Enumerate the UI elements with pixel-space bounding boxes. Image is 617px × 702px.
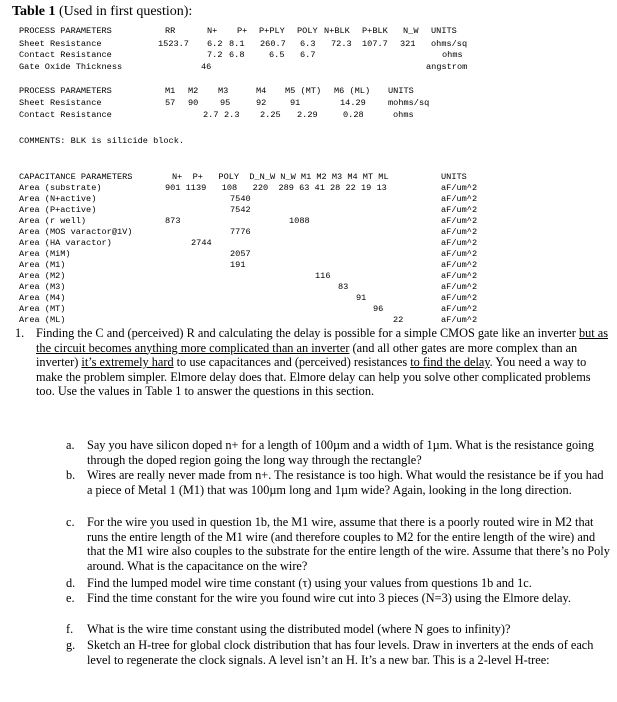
value: 2057	[230, 249, 251, 259]
subquestion-text: What is the wire time constant using the distributed model (where N goes to infinity)?	[87, 622, 511, 636]
row-label: Area (M3)	[19, 282, 66, 292]
subquestion-text: Sketch an H-tree for global clock distribution that has four levels. Draw in inverters at the ends of each level to regenerate the clock signals. A level isn’t an H. It’s a new bar. This is a 2-level H-tree:	[87, 638, 594, 667]
row-label: Gate Oxide Thickness	[19, 62, 123, 72]
value: 1088	[289, 216, 310, 226]
header-pplus-blk: P+BLK	[362, 26, 388, 36]
subquestion-text: Find the lumped model wire time constant (τ) using your values from questions 1b and 1c.	[87, 576, 532, 590]
question-number: 1.	[15, 326, 25, 340]
value: 91	[290, 98, 301, 108]
value: 107.7	[362, 39, 388, 49]
subquestion-label: d.	[66, 576, 76, 590]
value: 46	[201, 62, 212, 72]
value: mohms/sq	[388, 98, 430, 108]
unit: aF/um^2	[441, 183, 478, 193]
subquestion-label: c.	[66, 515, 75, 529]
subquestion-text: Find the time constant for the wire you found wire cut into 3 pieces (N=3) using the Elmore delay.	[87, 591, 571, 605]
header-label: CAPACITANCE PARAMETERS	[19, 172, 133, 182]
value: 72.3	[331, 39, 352, 49]
value: 7.2	[207, 50, 223, 60]
row-label: Area (M4)	[19, 293, 66, 303]
unit: aF/um^2	[441, 194, 478, 204]
row-label: Sheet Resistance	[19, 98, 102, 108]
header-rr: RR	[165, 26, 176, 36]
unit: aF/um^2	[441, 205, 478, 215]
unit: aF/um^2	[441, 260, 478, 270]
header-units: UNITS	[441, 172, 467, 182]
value: 92	[256, 98, 267, 108]
value: ohms/sq	[431, 39, 468, 49]
value: 96	[373, 304, 384, 314]
value: 14.29	[340, 98, 366, 108]
unit: aF/um^2	[441, 238, 478, 248]
value: 6.8	[229, 50, 245, 60]
unit: aF/um^2	[441, 304, 478, 314]
value: 57	[165, 98, 176, 108]
header-units: UNITS	[431, 26, 457, 36]
value: 321	[400, 39, 416, 49]
unit: aF/um^2	[441, 271, 478, 281]
numbers-row: 901 1139 108 220 289 63 41 28 22 19 13	[165, 183, 387, 193]
subquestion-label: b.	[66, 468, 76, 482]
subquestion-label: g.	[66, 638, 76, 652]
header: M2	[188, 86, 199, 96]
value: 2.7	[203, 110, 219, 120]
value: 116	[315, 271, 331, 281]
header-nplus-blk: N+BLK	[324, 26, 350, 36]
value: 1523.7	[158, 39, 189, 49]
value: 260.7	[260, 39, 286, 49]
value: 6.7	[300, 50, 316, 60]
header: UNITS	[388, 86, 414, 96]
row-label: Area (HA varactor)	[19, 238, 112, 248]
value: 191	[230, 260, 246, 270]
subquestion-label: a.	[66, 438, 75, 452]
unit: aF/um^2	[441, 249, 478, 259]
value: 7540	[230, 194, 251, 204]
header-label: PROCESS PARAMETERS	[19, 86, 112, 96]
units: ohms	[442, 50, 463, 60]
row-label: Area (substrate)	[19, 183, 102, 193]
row-label: Area (M2)	[19, 271, 66, 281]
unit: aF/um^2	[441, 315, 478, 325]
subquestion-text: For the wire you used in question 1b, the M1 wire, assume that there is a poorly routed wire in M2 that runs the entire length of the M1 wire (and therefore couples to M2 for the entire length of the wire) and that the M1 wire also couples to the substrate for the entire length of the wire. Assume that there’s no Poly around. What is the capacitance on the wire?	[87, 515, 610, 573]
value: 95	[220, 98, 231, 108]
value: 873	[165, 216, 181, 226]
header: M4	[256, 86, 267, 96]
subquestion-text: Wires are really never made from n+. The resistance is too high. What would the resistance be if you had a piece of Metal 1 (M1) that was 100µm long and 1µm wide? Again, looking in the long direction.	[87, 468, 604, 497]
units: angstrom	[426, 62, 468, 72]
header: M6 (ML)	[334, 86, 371, 96]
subquestion-label: f.	[66, 622, 74, 636]
unit: aF/um^2	[441, 216, 478, 226]
value: 6.5	[269, 50, 285, 60]
value: 0.28	[343, 110, 364, 120]
row-label: Contact Resistance	[19, 50, 112, 60]
subquestion-label: e.	[66, 591, 75, 605]
header-poly: POLY	[297, 26, 318, 36]
value: 2.29	[297, 110, 318, 120]
row-label: Area (MT)	[19, 304, 66, 314]
header: M3	[218, 86, 229, 96]
value: 90	[188, 98, 199, 108]
table-title: Table 1 (Used in first question):	[12, 4, 193, 19]
row-label: Area (MOS varactor@1V)	[19, 227, 133, 237]
value: 2.25	[260, 110, 281, 120]
row-label: Area (ML)	[19, 315, 66, 325]
value: ohms	[393, 110, 414, 120]
value: 2.3	[224, 110, 240, 120]
row-label: Contact Resistance	[19, 110, 112, 120]
row-label: Area (P+active)	[19, 205, 97, 215]
value: 8.1	[229, 39, 245, 49]
header: M1	[165, 86, 176, 96]
header-pplus-ply: P+PLY	[259, 26, 285, 36]
row-label: Area (r well)	[19, 216, 87, 226]
row-label: Area (MiM)	[19, 249, 71, 259]
row-label: Area (M1)	[19, 260, 66, 270]
question-text: Finding the C and (perceived) R and calculating the delay is possible for a simple CMOS gate like an inverter but as the circuit becomes anything more complicated than an inverter (and all other gates are more complex than an inverter) it’s extremely hard to use capacitances and (perceived) resistances to find the delay. You need a way to make the problem simpler. Elmore delay does that. Elmore delay can help you solve other complicated problems too. Use the values in Table 1 to answer the questions in this section.	[36, 326, 609, 399]
subquestion-text: Say you have silicon doped n+ for a length of 100µm and a width of 1µm. What is the resistance going through the doped region going the long way through the rectangle?	[87, 438, 594, 467]
unit: aF/um^2	[441, 293, 478, 303]
value: 22	[393, 315, 404, 325]
comments: COMMENTS: BLK is silicide block.	[19, 136, 185, 146]
value: 7776	[230, 227, 251, 237]
unit: aF/um^2	[441, 227, 478, 237]
value: 91	[356, 293, 367, 303]
unit: aF/um^2	[441, 282, 478, 292]
header-label: PROCESS PARAMETERS	[19, 26, 112, 36]
value: 7542	[230, 205, 251, 215]
header-nw: N_W	[403, 26, 419, 36]
question-1	[15, 326, 611, 436]
value: 2744	[191, 238, 212, 248]
value: 6.3	[300, 39, 316, 49]
header-pplus: P+	[237, 26, 248, 36]
header: M5 (MT)	[285, 86, 322, 96]
row-label: Sheet Resistance	[19, 39, 102, 49]
value: 83	[338, 282, 349, 292]
header-cols: N+ P+ POLY D_N_W N_W M1 M2 M3 M4 MT ML	[172, 172, 389, 182]
header-nplus: N+	[207, 26, 218, 36]
value: 6.2	[207, 39, 223, 49]
row-label: Area (N+active)	[19, 194, 97, 204]
